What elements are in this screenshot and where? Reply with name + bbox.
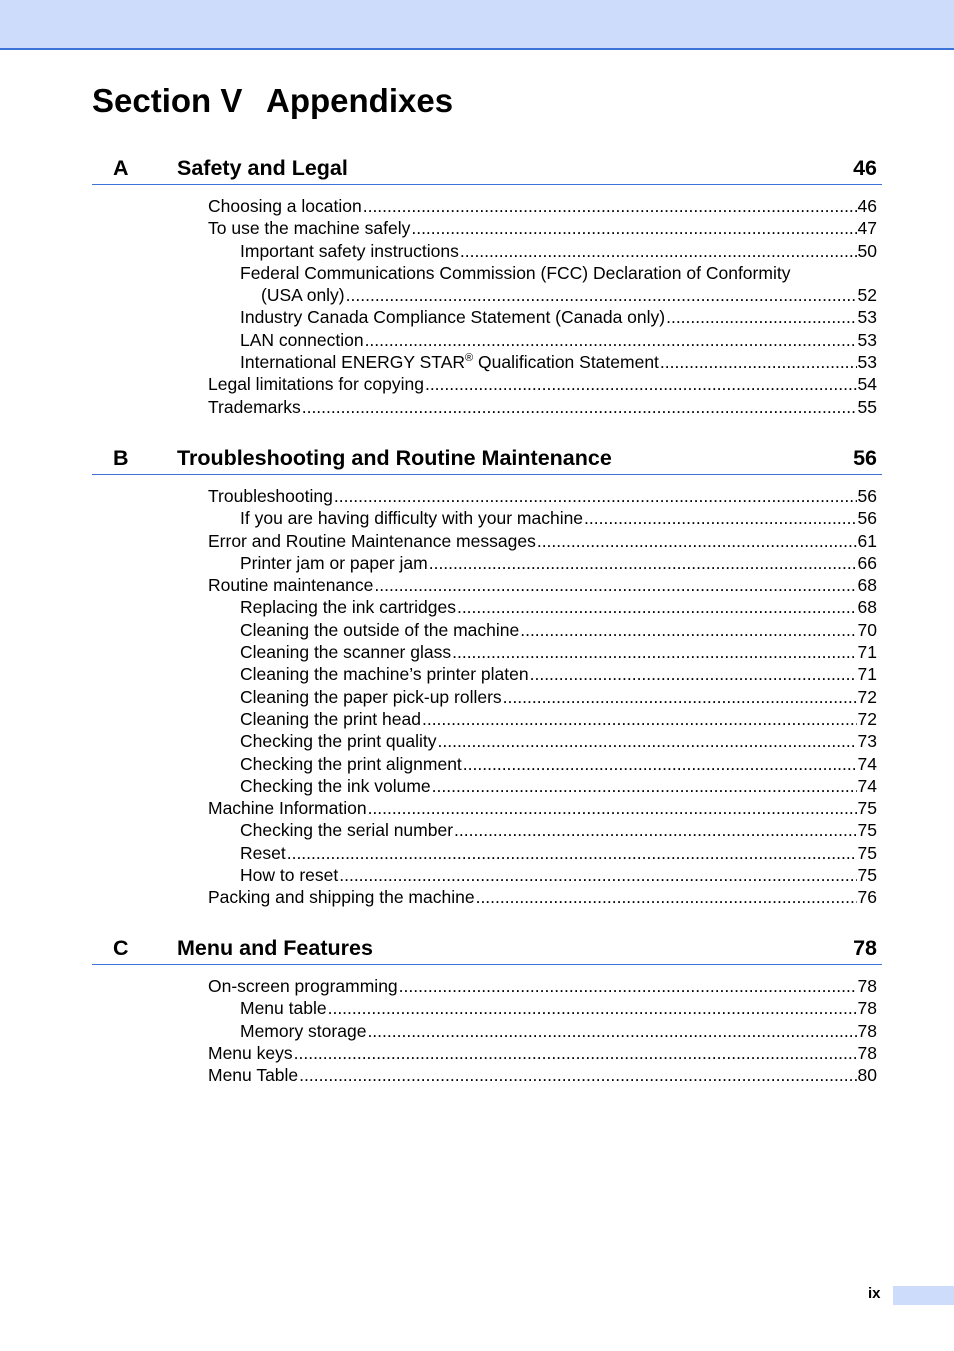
- toc-entry-page: 78: [857, 1020, 877, 1041]
- toc-entry-label: Checking the print quality: [240, 731, 437, 752]
- toc-entry[interactable]: [208, 886, 877, 908]
- toc-list-a: [0, 195, 954, 418]
- toc-entry-label: Memory storage: [240, 1020, 367, 1041]
- leader-dots: [666, 306, 856, 328]
- leader-dots: [299, 1064, 856, 1086]
- toc-entry-page: 76: [857, 887, 877, 908]
- toc-entry[interactable]: [208, 396, 877, 418]
- toc-entry[interactable]: [208, 485, 877, 507]
- leader-dots: [334, 485, 857, 507]
- chapter-title: Menu and Features: [177, 936, 373, 960]
- leader-dots: [452, 641, 856, 663]
- toc-entry-page: 53: [857, 307, 877, 328]
- toc-entry-label: Trademarks: [208, 396, 301, 417]
- leader-dots: [438, 730, 857, 752]
- toc-entry-page: 52: [857, 285, 877, 306]
- toc-entry[interactable]: [240, 641, 877, 663]
- toc-entry-page: 46: [857, 196, 877, 216]
- chapter-letter: B: [113, 446, 129, 470]
- leader-dots: [660, 351, 857, 373]
- leader-dots: [363, 195, 857, 217]
- toc-entry-label: Menu table: [240, 998, 327, 1019]
- toc-entry[interactable]: [208, 373, 877, 395]
- toc-entry-page: 75: [857, 865, 877, 886]
- toc-entry[interactable]: [240, 240, 877, 262]
- toc-entry-page: 56: [857, 508, 877, 529]
- leader-dots: [411, 217, 856, 239]
- chapter-letter: C: [113, 936, 129, 960]
- chapter-page: 56: [853, 446, 877, 470]
- toc-entry-label: Federal Communications Commission (FCC) Declaration of Conformity: [240, 262, 791, 283]
- leader-dots: [454, 819, 857, 841]
- leader-dots: [520, 619, 856, 641]
- toc-entry[interactable]: [240, 262, 877, 284]
- toc-entry-label: Legal limitations for copying: [208, 374, 424, 395]
- toc-entry-page: 71: [857, 642, 877, 663]
- toc-entry[interactable]: [240, 507, 877, 529]
- toc-entry-label: On-screen programming: [208, 976, 398, 996]
- toc-entry[interactable]: [208, 1064, 877, 1086]
- toc-entry[interactable]: [240, 596, 877, 618]
- toc-entry-continuation[interactable]: [261, 284, 877, 306]
- toc-entry[interactable]: [240, 351, 877, 373]
- leader-dots: [425, 373, 857, 395]
- toc-entry-page: 61: [857, 530, 877, 551]
- chapter-title: Safety and Legal: [177, 156, 348, 180]
- toc-entry-page: 75: [857, 798, 877, 819]
- chapter-letter: A: [113, 156, 129, 180]
- toc-entry-page: 54: [857, 374, 877, 395]
- toc-entry-label: Cleaning the print head: [240, 708, 421, 729]
- toc-entry-label-end: Qualification Statement: [473, 352, 659, 373]
- toc-entry[interactable]: [240, 663, 877, 685]
- toc-entry-label: Packing and shipping the machine: [208, 887, 475, 908]
- leader-dots: [503, 686, 857, 708]
- toc-entry[interactable]: [240, 1020, 877, 1042]
- toc-entry-page: 74: [857, 753, 877, 774]
- leader-dots: [429, 552, 857, 574]
- toc-entry[interactable]: [240, 552, 877, 574]
- toc-entry-label: Cleaning the scanner glass: [240, 642, 452, 663]
- leader-dots: [530, 663, 857, 685]
- toc-list-b: [0, 485, 954, 909]
- chapter-heading-b[interactable]: [92, 442, 882, 475]
- toc-entry[interactable]: [240, 306, 877, 328]
- toc-entry-label: Checking the print alignment: [240, 753, 462, 774]
- toc-entry-page: 78: [857, 998, 877, 1019]
- toc-entry[interactable]: [240, 842, 877, 864]
- toc-entry-label: Menu keys: [208, 1042, 293, 1063]
- leader-dots: [365, 329, 857, 351]
- toc-entry[interactable]: [240, 997, 877, 1019]
- chapter-page: 78: [853, 936, 877, 960]
- chapter-heading-c[interactable]: [92, 932, 882, 965]
- toc-entry-label: Cleaning the outside of the machine: [240, 619, 520, 640]
- toc-entry-page: 72: [857, 686, 877, 707]
- toc-entry[interactable]: [240, 753, 877, 775]
- chapter-page: 46: [853, 156, 877, 180]
- toc-entry-label: If you are having difficulty with your machine: [240, 508, 584, 529]
- registered-mark: ®: [465, 352, 474, 365]
- toc-entry[interactable]: [240, 819, 877, 841]
- toc-entry[interactable]: [208, 530, 877, 552]
- toc-entry-label: Routine maintenance: [208, 575, 374, 596]
- leader-dots: [584, 507, 856, 529]
- toc-entry-label: Reset: [240, 842, 286, 863]
- toc-entry-label: Cleaning the paper pick-up rollers: [240, 686, 502, 707]
- leader-dots: [339, 864, 856, 886]
- toc-entry-label: Checking the ink volume: [240, 775, 431, 796]
- leader-dots: [367, 1020, 856, 1042]
- toc-entry[interactable]: [208, 574, 877, 596]
- leader-dots: [294, 1042, 857, 1064]
- toc-entry-label: Important safety instructions: [240, 240, 459, 261]
- toc-entry-page: 73: [857, 731, 877, 752]
- toc-entry[interactable]: [208, 975, 877, 997]
- toc-entry-page: 78: [857, 1042, 877, 1063]
- toc-entry-page: 71: [857, 664, 877, 685]
- leader-dots: [374, 574, 856, 596]
- leader-dots: [399, 975, 857, 997]
- toc-entry-page: 53: [857, 352, 877, 373]
- leader-dots: [460, 240, 857, 262]
- leader-dots: [422, 708, 857, 730]
- toc-entry-label: LAN connection: [240, 329, 364, 350]
- section-name: Appendixes: [266, 82, 454, 119]
- toc-entry[interactable]: [208, 217, 877, 239]
- chapter-heading-a[interactable]: [92, 152, 882, 185]
- toc-entry[interactable]: [240, 329, 877, 351]
- toc-entry-page: 50: [857, 240, 877, 261]
- leader-dots: [537, 530, 857, 552]
- toc-entry-label: Error and Routine Maintenance messages: [208, 530, 536, 551]
- leader-dots: [368, 797, 857, 819]
- toc-entry[interactable]: [208, 797, 877, 819]
- toc-list-c: [0, 975, 954, 1086]
- toc-entry-page: 75: [857, 842, 877, 863]
- toc-entry[interactable]: [208, 195, 877, 217]
- toc-entry-label: (USA only): [261, 285, 345, 306]
- toc-entry-label: Troubleshooting: [208, 486, 333, 506]
- toc-entry-page: 78: [857, 976, 877, 996]
- toc-entry-page: 55: [857, 396, 877, 417]
- toc-entry-page: 68: [857, 575, 877, 596]
- toc-entry-page: 72: [857, 708, 877, 729]
- toc-entry[interactable]: [240, 864, 877, 886]
- leader-dots: [463, 753, 857, 775]
- toc-entry-label: [240, 351, 659, 373]
- toc-entry-page: 56: [857, 486, 877, 506]
- toc-entry-page: 74: [857, 775, 877, 796]
- toc-entry[interactable]: [208, 1042, 877, 1064]
- toc-entry-label: Choosing a location: [208, 196, 362, 216]
- toc-entry-label: Printer jam or paper jam: [240, 552, 428, 573]
- footer-tab: [893, 1286, 954, 1305]
- leader-dots: [432, 775, 857, 797]
- toc-entry[interactable]: [240, 619, 877, 641]
- toc-entry-label: Checking the serial number: [240, 820, 454, 841]
- leader-dots: [287, 842, 857, 864]
- header-band: [0, 0, 954, 50]
- toc-entry-page: 66: [857, 552, 877, 573]
- toc-entry-page: 70: [857, 619, 877, 640]
- toc-entry-label: Cleaning the machine’s printer platen: [240, 664, 529, 685]
- toc-entry-label: To use the machine safely: [208, 218, 411, 239]
- toc-entry[interactable]: [240, 686, 877, 708]
- leader-dots: [328, 997, 857, 1019]
- toc-entry-page: 80: [857, 1065, 877, 1086]
- leader-dots: [457, 596, 857, 618]
- toc-entry-page: 47: [857, 218, 877, 239]
- toc-entry-label: Industry Canada Compliance Statement (Canada only): [240, 307, 666, 328]
- toc-entry-label-start: International ENERGY STAR: [240, 352, 466, 373]
- toc-entry[interactable]: [240, 775, 877, 797]
- page-number: ix: [868, 1285, 881, 1302]
- toc-entry-page: 75: [857, 820, 877, 841]
- leader-dots: [476, 886, 857, 908]
- toc-entry-page: 68: [857, 597, 877, 618]
- section-number: Section V: [92, 82, 243, 119]
- toc-entry[interactable]: [240, 730, 877, 752]
- toc-entry[interactable]: [240, 708, 877, 730]
- toc-entry-label: How to reset: [240, 865, 339, 886]
- chapter-title: Troubleshooting and Routine Maintenance: [177, 446, 612, 470]
- section-title: [92, 82, 453, 120]
- leader-dots: [302, 396, 857, 418]
- toc-entry-label: Machine Information: [208, 798, 367, 819]
- toc-entry-label: Replacing the ink cartridges: [240, 597, 456, 618]
- toc-entry-label: Menu Table: [208, 1065, 299, 1086]
- toc-entry-page: 53: [857, 329, 877, 350]
- leader-dots: [346, 284, 857, 306]
